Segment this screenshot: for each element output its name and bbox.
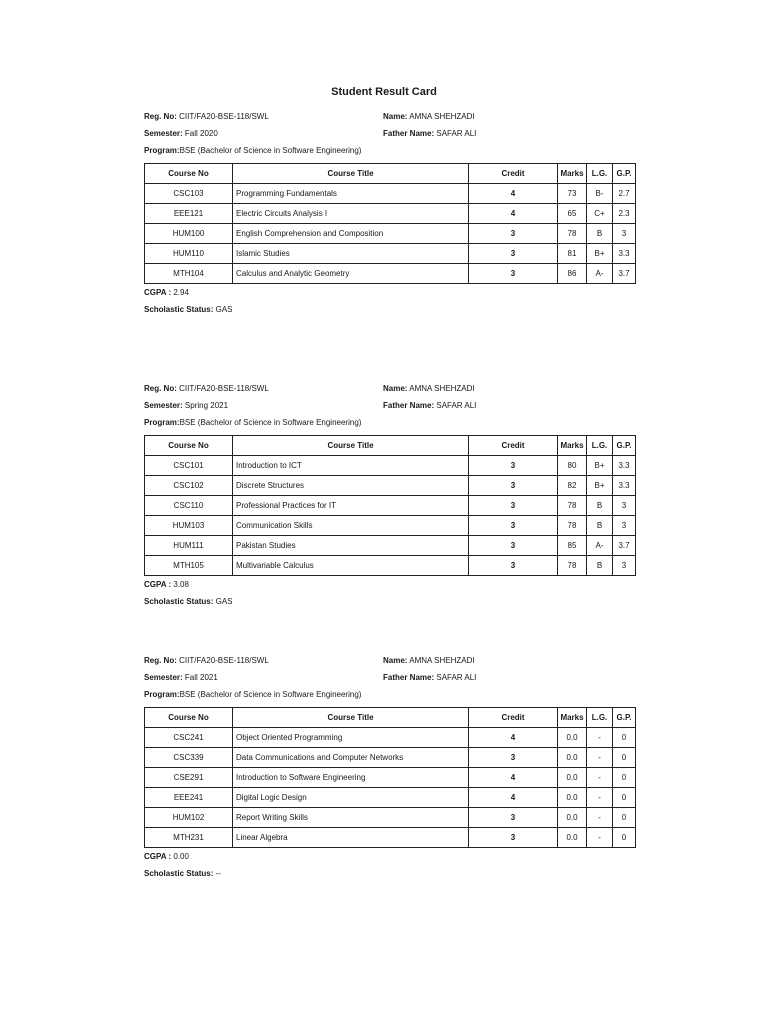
course-no-cell: MTH104 — [145, 264, 233, 284]
cgpa-field — [144, 576, 635, 593]
father-name-value: SAFAR ALI — [436, 129, 477, 138]
grade-point-cell: 0 — [613, 728, 636, 748]
scholastic-status-label: Scholastic Status: — [144, 305, 214, 314]
course-title-cell: Discrete Structures — [233, 476, 469, 496]
semester-label: Semester: — [144, 129, 183, 138]
course-no-cell: EEE241 — [145, 788, 233, 808]
grade-point-cell: 3.3 — [613, 456, 636, 476]
father-name-field — [383, 669, 476, 686]
program-value: BSE (Bachelor of Science in Software Engineering) — [179, 418, 362, 427]
marks-cell: 78 — [558, 516, 587, 536]
name-value: AMNA SHEHZADI — [409, 384, 475, 393]
scholastic-status-value: GAS — [215, 305, 233, 314]
program-field — [144, 142, 635, 159]
program-label: Program: — [144, 146, 180, 155]
credit-cell: 3 — [469, 748, 558, 768]
father-name-field — [383, 125, 476, 142]
course-no-cell: CSC241 — [145, 728, 233, 748]
program-label: Program: — [144, 418, 180, 427]
marks-cell: 0.0 — [558, 748, 587, 768]
course-no-cell: HUM102 — [145, 808, 233, 828]
course-title-cell: Data Communications and Computer Networks — [233, 748, 469, 768]
header-row — [145, 708, 636, 728]
cgpa-value: 2.94 — [173, 288, 189, 297]
name-field — [383, 652, 475, 669]
column-header-letter-grade: L.G. — [587, 436, 613, 456]
table-row — [145, 264, 636, 284]
name-value: AMNA SHEHZADI — [409, 656, 475, 665]
table-row — [145, 244, 636, 264]
course-title-cell: Introduction to ICT — [233, 456, 469, 476]
program-field — [144, 414, 635, 431]
column-header-letter-grade: L.G. — [587, 164, 613, 184]
column-header-grade-point: G.P. — [613, 164, 636, 184]
marks-cell: 85 — [558, 536, 587, 556]
info-row-reg — [144, 380, 635, 397]
table-row — [145, 536, 636, 556]
marks-cell: 81 — [558, 244, 587, 264]
course-title-cell: Electric Circuits Analysis I — [233, 204, 469, 224]
credit-cell: 3 — [469, 496, 558, 516]
page-title: Student Result Card — [331, 86, 437, 98]
course-title-cell: Introduction to Software Engineering — [233, 768, 469, 788]
grade-point-cell: 3 — [613, 516, 636, 536]
scholastic-status-value: GAS — [215, 597, 233, 606]
marks-cell: 78 — [558, 224, 587, 244]
semester-block — [144, 108, 635, 318]
father-name-label: Father Name: — [383, 129, 435, 138]
semester-value: Fall 2021 — [184, 673, 218, 682]
reg-no-label: Reg. No: — [144, 656, 177, 665]
column-header-course-title: Course Title — [233, 708, 469, 728]
header-row — [145, 436, 636, 456]
credit-cell: 3 — [469, 556, 558, 576]
letter-grade-cell: B+ — [587, 476, 613, 496]
marks-cell: 86 — [558, 264, 587, 284]
program-label: Program: — [144, 690, 180, 699]
course-title-cell: Professional Practices for IT — [233, 496, 469, 516]
course-title-cell: Pakistan Studies — [233, 536, 469, 556]
grade-point-cell: 3 — [613, 496, 636, 516]
semester-value: Spring 2021 — [184, 401, 229, 410]
grade-point-cell: 3.3 — [613, 476, 636, 496]
cgpa-label: CGPA : — [144, 288, 172, 297]
letter-grade-cell: B — [587, 516, 613, 536]
semester-field — [144, 669, 218, 686]
table-row — [145, 204, 636, 224]
marks-cell: 73 — [558, 184, 587, 204]
reg-no-value: CIIT/FA20-BSE-118/SWL — [179, 384, 269, 393]
letter-grade-cell: - — [587, 728, 613, 748]
scholastic-status-field — [144, 865, 635, 882]
semester-block — [144, 380, 635, 610]
column-header-letter-grade: L.G. — [587, 708, 613, 728]
letter-grade-cell: B — [587, 556, 613, 576]
father-name-value: SAFAR ALI — [436, 673, 477, 682]
letter-grade-cell: - — [587, 748, 613, 768]
course-title-cell: Multivariable Calculus — [233, 556, 469, 576]
column-header-grade-point: G.P. — [613, 436, 636, 456]
letter-grade-cell: A- — [587, 264, 613, 284]
course-no-cell: CSC110 — [145, 496, 233, 516]
reg-no-field — [144, 108, 269, 125]
grade-point-cell: 0 — [613, 768, 636, 788]
letter-grade-cell: B — [587, 496, 613, 516]
father-name-field — [383, 397, 476, 414]
semester-block — [144, 652, 635, 882]
table-row — [145, 728, 636, 748]
grade-point-cell: 0 — [613, 808, 636, 828]
credit-cell: 4 — [469, 204, 558, 224]
credit-cell: 3 — [469, 476, 558, 496]
semester-label: Semester: — [144, 401, 183, 410]
column-header-course-no: Course No — [145, 708, 233, 728]
program-value: BSE (Bachelor of Science in Software Engineering) — [179, 146, 362, 155]
marks-cell: 0.0 — [558, 788, 587, 808]
grade-point-cell: 3.7 — [613, 536, 636, 556]
reg-no-label: Reg. No: — [144, 112, 177, 121]
table-row — [145, 748, 636, 768]
grade-point-cell: 2.3 — [613, 204, 636, 224]
credit-cell: 3 — [469, 456, 558, 476]
course-title-cell: English Comprehension and Composition — [233, 224, 469, 244]
letter-grade-cell: - — [587, 808, 613, 828]
column-header-grade-point: G.P. — [613, 708, 636, 728]
scholastic-status-label: Scholastic Status: — [144, 597, 214, 606]
course-no-cell: HUM103 — [145, 516, 233, 536]
course-no-cell: HUM111 — [145, 536, 233, 556]
letter-grade-cell: B — [587, 224, 613, 244]
info-row-semester — [144, 397, 635, 414]
column-header-course-title: Course Title — [233, 164, 469, 184]
marks-cell: 82 — [558, 476, 587, 496]
credit-cell: 3 — [469, 224, 558, 244]
credit-cell: 3 — [469, 244, 558, 264]
grade-point-cell: 0 — [613, 788, 636, 808]
marks-cell: 0.0 — [558, 768, 587, 788]
table-row — [145, 788, 636, 808]
grade-point-cell: 0 — [613, 828, 636, 848]
cgpa-field — [144, 284, 635, 301]
credit-cell: 3 — [469, 516, 558, 536]
marks-cell: 0.0 — [558, 828, 587, 848]
table-row — [145, 184, 636, 204]
course-title-cell: Programming Fundamentals — [233, 184, 469, 204]
reg-no-value: CIIT/FA20-BSE-118/SWL — [179, 112, 269, 121]
table-row — [145, 556, 636, 576]
course-no-cell: CSC101 — [145, 456, 233, 476]
cgpa-value: 0.00 — [173, 852, 189, 861]
column-header-course-no: Course No — [145, 164, 233, 184]
program-field — [144, 686, 635, 703]
reg-no-label: Reg. No: — [144, 384, 177, 393]
course-title-cell: Communication Skills — [233, 516, 469, 536]
course-no-cell: CSC339 — [145, 748, 233, 768]
letter-grade-cell: - — [587, 768, 613, 788]
column-header-credit: Credit — [469, 164, 558, 184]
course-title-cell: Islamic Studies — [233, 244, 469, 264]
table-row — [145, 808, 636, 828]
reg-no-field — [144, 380, 269, 397]
grades-table — [144, 163, 636, 284]
credit-cell: 3 — [469, 828, 558, 848]
info-row-semester — [144, 125, 635, 142]
letter-grade-cell: C+ — [587, 204, 613, 224]
cgpa-label: CGPA : — [144, 580, 172, 589]
scholastic-status-field — [144, 301, 635, 318]
course-title-cell: Object Oriented Programming — [233, 728, 469, 748]
header-row — [145, 164, 636, 184]
letter-grade-cell: B- — [587, 184, 613, 204]
semester-field — [144, 125, 218, 142]
scholastic-status-label: Scholastic Status: — [144, 869, 214, 878]
marks-cell: 80 — [558, 456, 587, 476]
course-no-cell: CSC103 — [145, 184, 233, 204]
letter-grade-cell: B+ — [587, 456, 613, 476]
grade-point-cell: 3.7 — [613, 264, 636, 284]
marks-cell: 0.0 — [558, 808, 587, 828]
table-row — [145, 456, 636, 476]
grade-point-cell: 3 — [613, 556, 636, 576]
course-title-cell: Calculus and Analytic Geometry — [233, 264, 469, 284]
reg-no-field — [144, 652, 269, 669]
credit-cell: 4 — [469, 788, 558, 808]
name-field — [383, 108, 475, 125]
table-row — [145, 516, 636, 536]
grades-table — [144, 707, 636, 848]
reg-no-value: CIIT/FA20-BSE-118/SWL — [179, 656, 269, 665]
name-label: Name: — [383, 656, 408, 665]
father-name-label: Father Name: — [383, 401, 435, 410]
credit-cell: 4 — [469, 728, 558, 748]
marks-cell: 65 — [558, 204, 587, 224]
grades-table — [144, 435, 636, 576]
info-row-semester — [144, 669, 635, 686]
scholastic-status-value: -- — [215, 869, 221, 878]
table-row — [145, 828, 636, 848]
column-header-credit: Credit — [469, 436, 558, 456]
grade-point-cell: 0 — [613, 748, 636, 768]
father-name-label: Father Name: — [383, 673, 435, 682]
letter-grade-cell: - — [587, 828, 613, 848]
column-header-marks: Marks — [558, 436, 587, 456]
course-title-cell: Report Writing Skills — [233, 808, 469, 828]
course-no-cell: HUM100 — [145, 224, 233, 244]
credit-cell: 3 — [469, 536, 558, 556]
table-row — [145, 224, 636, 244]
credit-cell: 3 — [469, 808, 558, 828]
semester-label: Semester: — [144, 673, 183, 682]
grade-point-cell: 3 — [613, 224, 636, 244]
credit-cell: 3 — [469, 264, 558, 284]
grade-point-cell: 3.3 — [613, 244, 636, 264]
column-header-marks: Marks — [558, 708, 587, 728]
letter-grade-cell: B+ — [587, 244, 613, 264]
semester-value: Fall 2020 — [184, 129, 218, 138]
marks-cell: 0.0 — [558, 728, 587, 748]
name-value: AMNA SHEHZADI — [409, 112, 475, 121]
course-no-cell: CSC102 — [145, 476, 233, 496]
table-row — [145, 476, 636, 496]
course-no-cell: HUM110 — [145, 244, 233, 264]
cgpa-label: CGPA : — [144, 852, 172, 861]
program-value: BSE (Bachelor of Science in Software Engineering) — [179, 690, 362, 699]
column-header-credit: Credit — [469, 708, 558, 728]
table-row — [145, 496, 636, 516]
course-no-cell: MTH231 — [145, 828, 233, 848]
column-header-course-no: Course No — [145, 436, 233, 456]
credit-cell: 4 — [469, 184, 558, 204]
course-no-cell: CSE291 — [145, 768, 233, 788]
marks-cell: 78 — [558, 556, 587, 576]
marks-cell: 78 — [558, 496, 587, 516]
column-header-marks: Marks — [558, 164, 587, 184]
father-name-value: SAFAR ALI — [436, 401, 477, 410]
credit-cell: 4 — [469, 768, 558, 788]
name-label: Name: — [383, 112, 408, 121]
grade-point-cell: 2.7 — [613, 184, 636, 204]
course-no-cell: EEE121 — [145, 204, 233, 224]
info-row-reg — [144, 108, 635, 125]
name-field — [383, 380, 475, 397]
scholastic-status-field — [144, 593, 635, 610]
table-row — [145, 768, 636, 788]
cgpa-field — [144, 848, 635, 865]
course-no-cell: MTH105 — [145, 556, 233, 576]
name-label: Name: — [383, 384, 408, 393]
info-row-reg — [144, 652, 635, 669]
letter-grade-cell: - — [587, 788, 613, 808]
course-title-cell: Linear Algebra — [233, 828, 469, 848]
column-header-course-title: Course Title — [233, 436, 469, 456]
course-title-cell: Digital Logic Design — [233, 788, 469, 808]
cgpa-value: 3.08 — [173, 580, 189, 589]
semester-field — [144, 397, 228, 414]
letter-grade-cell: A- — [587, 536, 613, 556]
